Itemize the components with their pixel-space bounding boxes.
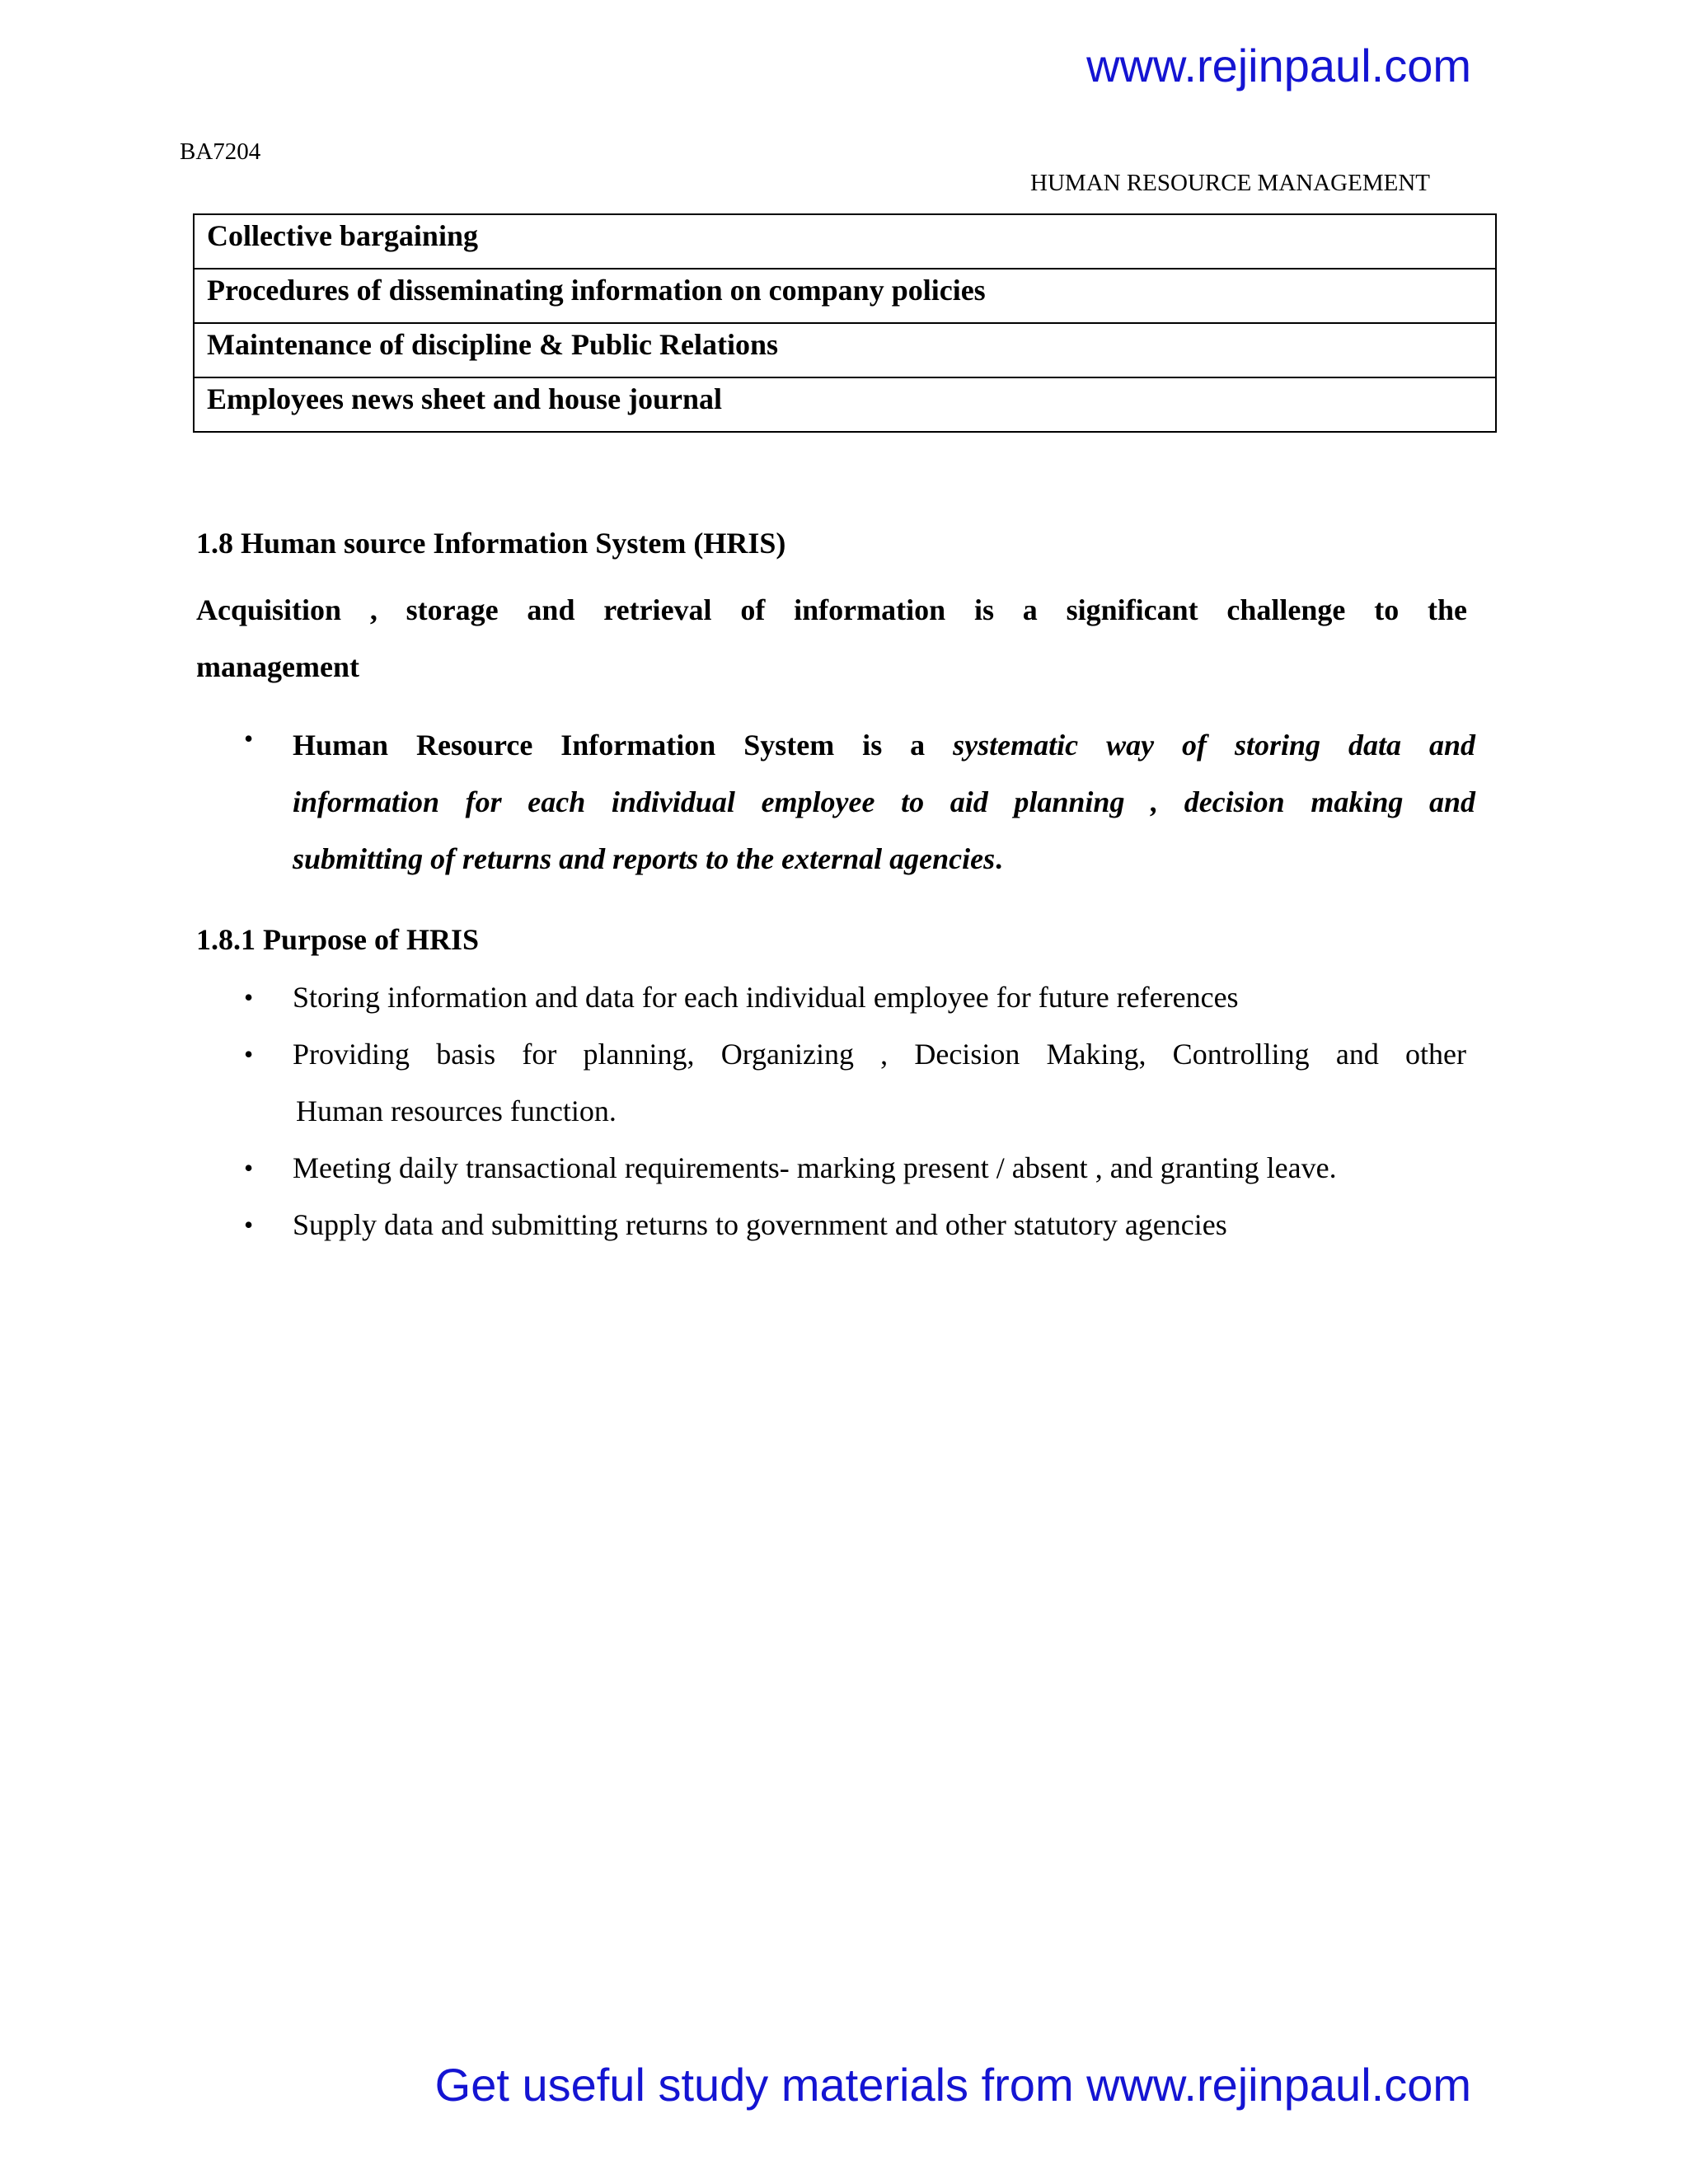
table-row — [194, 377, 1496, 432]
intro-line: Acquisition , storage and retrieval of information is a significant challenge to the — [196, 593, 1467, 626]
table-row — [194, 214, 1496, 269]
bullet-icon: • — [244, 1153, 254, 1183]
table-row — [194, 269, 1496, 323]
list-item — [244, 1197, 1480, 1254]
definition-italic: systematic way of storing data and — [953, 729, 1475, 762]
list-item — [244, 1140, 1480, 1197]
bullet-icon: • — [244, 1039, 254, 1069]
list-item-line: Providing basis for planning, Organizing , Decision Making, Controlling and other — [293, 1038, 1466, 1071]
intro-line: management — [196, 650, 359, 683]
list-item — [244, 969, 1480, 1026]
bullet-icon: • — [244, 724, 254, 753]
definition-italic: submitting of returns and reports to the external agencies — [293, 842, 996, 875]
definition-line — [293, 831, 1475, 888]
list-item-text: Supply data and submitting returns to government and other statutory agencies — [293, 1208, 1227, 1241]
definition-italic: information for each individual employee to aid planning , decision making and — [293, 785, 1475, 818]
table-cell: Employees news sheet and house journal — [194, 377, 1496, 432]
list-item-line: Human resources function. — [296, 1094, 617, 1127]
table-cell: Collective bargaining — [194, 214, 1496, 269]
bullet-icon: • — [244, 982, 254, 1012]
course-title: HUMAN RESOURCE MANAGEMENT — [1030, 170, 1430, 196]
definition-lead: Human Resource Information System is a — [293, 729, 954, 762]
list-item-text — [293, 1026, 1466, 1140]
definition-period: . — [995, 842, 1003, 875]
watermark-bottom-link[interactable]: Get useful study materials from www.rejinpaul.com — [434, 2059, 1471, 2111]
list-item — [244, 1026, 1480, 1140]
table-cell: Procedures of disseminating information on company policies — [194, 269, 1496, 323]
list-item-text: Storing information and data for each individual employee for future references — [293, 981, 1239, 1014]
table-cell: Maintenance of discipline & Public Relations — [194, 323, 1496, 377]
table-row — [194, 323, 1496, 377]
course-code: BA7204 — [180, 138, 261, 165]
purpose-list — [244, 969, 1480, 1254]
sub-heading: 1.8.1 Purpose of HRIS — [196, 923, 480, 956]
watermark-top-link[interactable]: www.rejinpaul.com — [1086, 40, 1471, 91]
section-heading: 1.8 Human source Information System (HRIS) — [196, 527, 786, 560]
definition-line — [293, 774, 1475, 831]
bullet-icon: • — [244, 1210, 254, 1240]
intro-paragraph — [196, 582, 1467, 696]
definition-line — [293, 717, 1475, 774]
list-item-text: Meeting daily transactional requirements- marking present / absent , and granting leave. — [293, 1151, 1337, 1184]
definition-paragraph — [293, 717, 1475, 888]
topics-table — [193, 213, 1497, 433]
